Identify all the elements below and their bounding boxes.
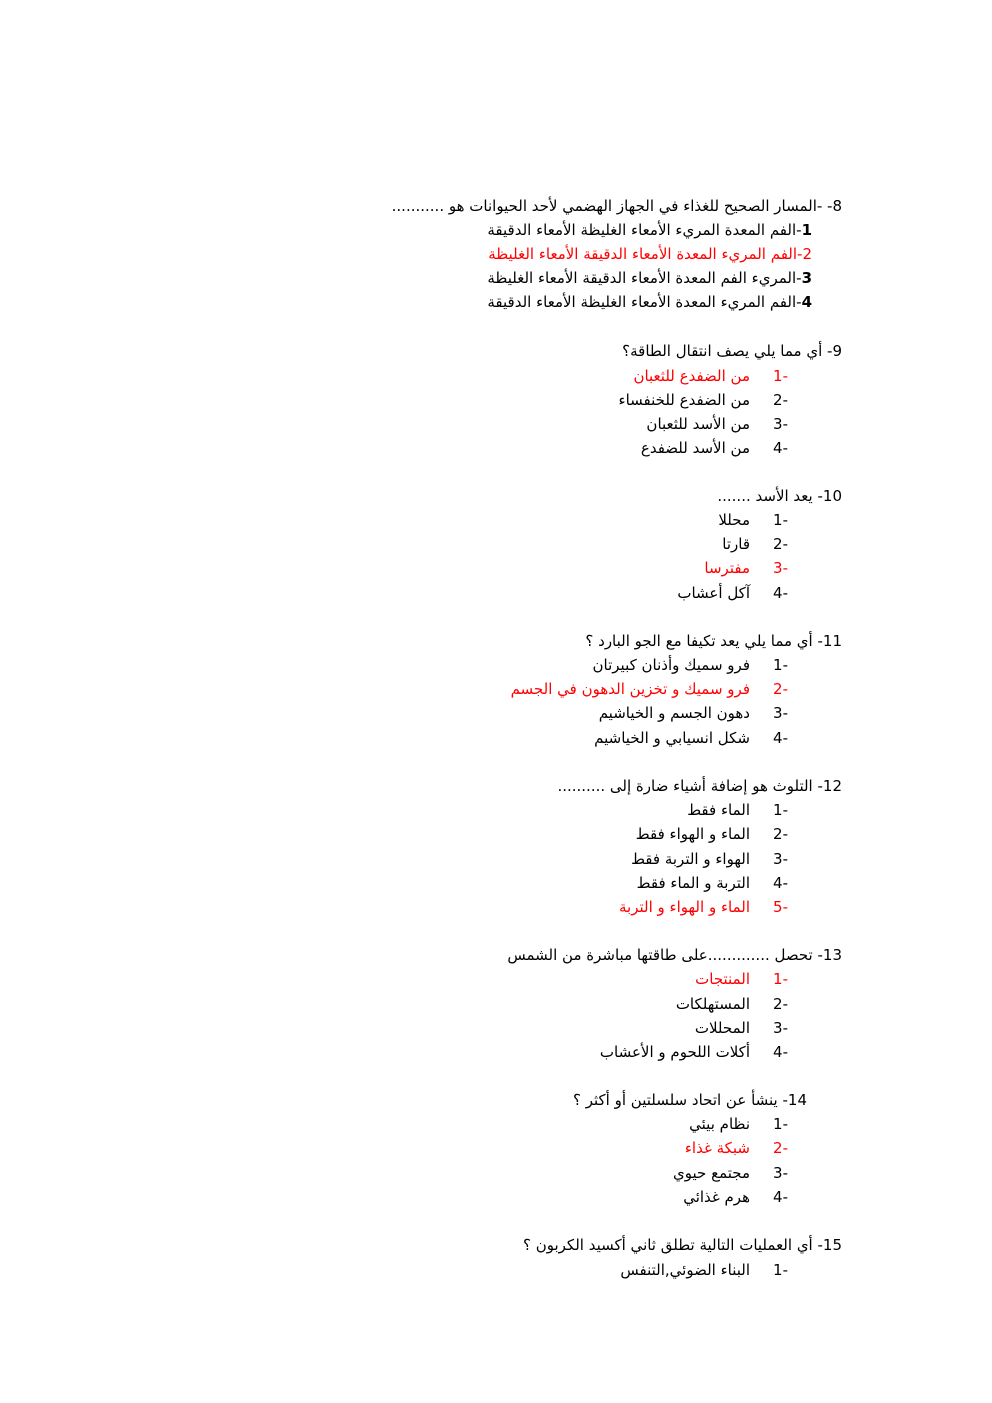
option-text: -الفم المريء المعدة الأمعاء الغليظة الأمعاء الدقيقة — [487, 293, 802, 311]
question-12-option-5-number: 5- — [773, 898, 788, 916]
question-14-option-2-number: 2- — [773, 1139, 788, 1157]
question-9-option-4: من الأسد للضفدع — [640, 439, 750, 457]
question-8-prompt: 8- -المسار الصحيح للغذاء في الجهاز الهضمي لأحد الحيوانات هو ........... — [391, 197, 842, 215]
question-10-option-2: قارتا — [722, 535, 750, 553]
question-11-option-4: شكل انسيابي و الخياشيم — [594, 729, 750, 747]
question-12-option-1: الماء فقط — [687, 801, 750, 819]
option-text: -الفم المعدة المريء الأمعاء الغليظة الأمعاء الدقيقة — [487, 221, 802, 239]
question-12-option-5-correct: الماء و الهواء و التربة — [619, 898, 750, 916]
question-9-option-4-number: 4- — [773, 439, 788, 457]
question-10-option-1: محللا — [718, 511, 750, 529]
question-14-option-4-number: 4- — [773, 1188, 788, 1206]
question-14-prompt: 14- ينشأ عن اتحاد سلسلتين أو أكثر ؟ — [572, 1091, 807, 1109]
question-13-option-2-number: 2- — [773, 995, 788, 1013]
question-11-option-3: دهون الجسم و الخياشيم — [598, 704, 750, 722]
question-11-prompt: 11- أي مما يلي يعد تكيفا مع الجو البارد ؟ — [585, 632, 842, 650]
question-15-prompt: 15- أي العمليات التالية تطلق ثاني أكسيد الكربون ؟ — [522, 1236, 842, 1254]
question-8-option-3 — [487, 268, 812, 288]
question-9-option-3: من الأسد للثعبان — [646, 415, 750, 433]
question-15-option-1: البناء الضوئي,التنفس — [620, 1261, 750, 1279]
question-12-option-1-number: 1- — [773, 801, 788, 819]
question-14-option-1: نظام بيئي — [689, 1115, 750, 1133]
question-8-option-2-correct — [488, 244, 812, 264]
question-13-option-3: المحللات — [694, 1019, 750, 1037]
question-12-option-2-number: 2- — [773, 825, 788, 843]
option-number: 4 — [801, 293, 812, 311]
question-8-option-4 — [487, 292, 812, 312]
question-11-option-2-number: 2- — [773, 680, 788, 698]
question-14-option-1-number: 1- — [773, 1115, 788, 1133]
question-13-option-4-number: 4- — [773, 1043, 788, 1061]
question-9-prompt: 9- أي مما يلي يصف انتقال الطاقة؟ — [622, 342, 842, 360]
question-13-option-3-number: 3- — [773, 1019, 788, 1037]
question-12-option-4-number: 4- — [773, 874, 788, 892]
option-number: 1 — [801, 221, 812, 239]
question-13-option-1-number: 1- — [773, 970, 788, 988]
question-13-option-1-correct: المنتجات — [695, 970, 750, 988]
question-11-option-1: فرو سميك وأذنان كبيرتان — [592, 656, 750, 674]
question-11-option-4-number: 4- — [773, 729, 788, 747]
question-15-option-1-number: 1- — [773, 1261, 788, 1279]
option-text: -المريء الفم المعدة الأمعاء الدقيقة الأمعاء الغليظة — [487, 269, 802, 287]
question-14-option-3: مجتمع حيوي — [673, 1164, 750, 1182]
question-10-option-4: آكل أعشاب — [677, 584, 750, 602]
question-9-option-1-correct: من الضفدع للثعبان — [633, 367, 750, 385]
question-9-option-3-number: 3- — [773, 415, 788, 433]
question-10-option-2-number: 2- — [773, 535, 788, 553]
option-number: 2 — [802, 245, 812, 263]
question-12-option-3-number: 3- — [773, 850, 788, 868]
question-11-option-2-correct: فرو سميك و تخزين الدهون في الجسم — [510, 680, 750, 698]
question-14-option-4: هرم غذائي — [683, 1188, 750, 1206]
question-11-option-1-number: 1- — [773, 656, 788, 674]
question-9-option-2: من الضفدع للخنفساء — [618, 391, 750, 409]
question-11-option-3-number: 3- — [773, 704, 788, 722]
question-12-option-2: الماء و الهواء فقط — [635, 825, 750, 843]
question-12-prompt: 12- التلوث هو إضافة أشياء ضارة إلى .......... — [557, 777, 842, 795]
question-9-option-2-number: 2- — [773, 391, 788, 409]
question-12-option-3: الهواء و التربة فقط — [631, 850, 750, 868]
question-13-prompt: 13- تحصل .............على طاقتها مباشرة من الشمس — [507, 946, 842, 964]
question-14-option-3-number: 3- — [773, 1164, 788, 1182]
question-10-option-4-number: 4- — [773, 584, 788, 602]
question-10-option-3-number: 3- — [773, 559, 788, 577]
question-13-option-2: المستهلكات — [675, 995, 750, 1013]
question-10-option-3-correct: مفترسا — [704, 559, 750, 577]
option-number: 3 — [801, 269, 812, 287]
question-10-prompt: 10- يعد الأسد ....... — [717, 487, 842, 505]
question-12-option-4: التربة و الماء فقط — [636, 874, 750, 892]
question-10-option-1-number: 1- — [773, 511, 788, 529]
question-13-option-4: أكلات اللحوم و الأعشاب — [599, 1043, 750, 1061]
question-8-option-1 — [487, 220, 812, 240]
question-9-option-1-number: 1- — [773, 367, 788, 385]
option-text: -الفم المريء المعدة الأمعاء الدقيقة الأمعاء الغليظة — [488, 245, 803, 263]
question-14-option-2-correct: شبكة غذاء — [684, 1139, 750, 1157]
